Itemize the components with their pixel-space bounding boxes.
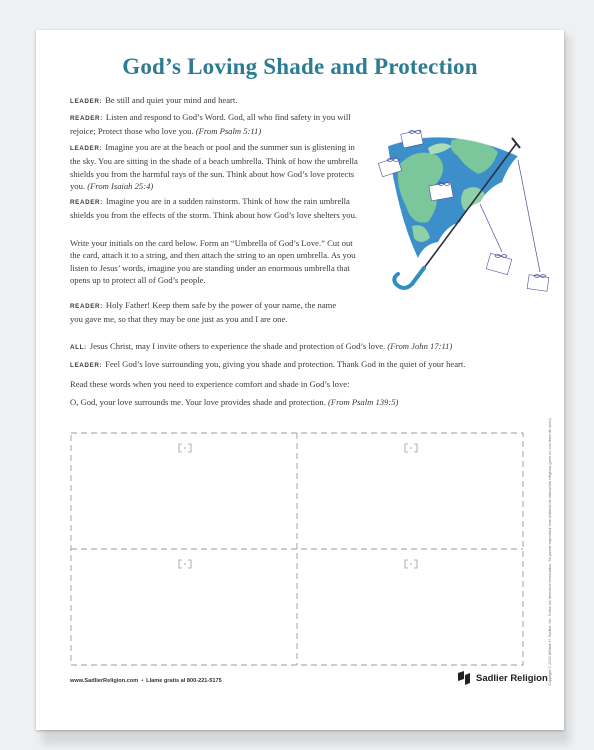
role-label: READER: <box>70 303 103 310</box>
paragraph-text: O, God, your love surrounds me. Your love provides shade and protection. <box>70 397 326 407</box>
umbrella-illustration <box>368 126 552 296</box>
paragraph-leader-1 <box>70 94 350 108</box>
paragraph-text: Listen and respond to God’s Word. God, all who find safety in you will rejoice; Protect those who love you. <box>70 112 351 137</box>
worksheet-page <box>36 30 564 730</box>
paragraph-read-these <box>70 378 540 390</box>
paragraph-leader-3 <box>70 358 540 372</box>
scripture-ref: (From John 17:11) <box>387 341 453 351</box>
paragraph-text: Write your initials on the card below. Form an “Umbrella of God’s Love.” Cut out the card, attach it to a string, and then attach the string to an open umbrella. As you listen to Jesus’ words, imagine you are standing under an enormous umbrella that opens up to protect all of God’s people. <box>70 238 356 286</box>
brand-name: Sadlier Religion <box>476 672 548 684</box>
paragraph-text: Imagine you are at the beach or pool and the summer sun is glistening in the sky. You are sitting in the shade of a beach umbrella. Think of how the umbrella shields you from the harmful rays of the sun. Think about how God’s love protects you. <box>70 142 358 192</box>
paragraph-reader-1 <box>70 111 364 138</box>
footer-separator: • <box>141 678 144 684</box>
paragraph-all <box>70 340 540 354</box>
paragraph-text: Jesus Christ, may I invite others to experience the shade and protection of God’s love. <box>89 341 386 351</box>
sadlier-logo <box>456 670 548 686</box>
role-label: LEADER: <box>70 362 103 369</box>
role-label: LEADER: <box>70 145 103 152</box>
paragraph-text: Holy Father! Keep them safe by the power of your name, the name you gave me, so that they may be one just as you and I are one. <box>70 300 337 325</box>
paragraph-leader-2 <box>70 141 362 193</box>
cutout-card-grid <box>70 432 524 666</box>
paragraph-text: Imagine you are in a sudden rainstorm. Think of how the rain umbrella shields you from the effects of the storm. Think about how God’s love shelters you. <box>70 196 358 221</box>
scripture-ref: (From Isaiah 25:4) <box>87 181 154 192</box>
scripture-ref: (From Psalm 139:5) <box>328 397 399 407</box>
footer-website: www.SadlierReligion.com <box>70 678 139 684</box>
role-label: READER: <box>70 115 103 122</box>
paragraph-text: Be still and quiet your mind and heart. <box>105 95 238 105</box>
scripture-ref: (From Psalm 5:11) <box>195 126 262 137</box>
copyright-notice: Copyright © 2016 William H. Sadlier, Inc. Todos los derechos reservados. Se puede reproducir este material de educación religiosa (pero no con fines de lucro). <box>548 417 552 686</box>
paragraph-text: Read these words when you need to experience comfort and shade in God’s love: <box>70 379 350 389</box>
footer-phone: Llame gratis al 800-221-5175 <box>146 678 222 684</box>
role-label: READER: <box>70 199 103 206</box>
cutout-cards <box>70 432 524 666</box>
page-title: God’s Loving Shade and Protection <box>122 54 478 79</box>
role-label: LEADER: <box>70 98 103 105</box>
paragraph-text: Feel God’s love surrounding you, giving you shade and protection. Thank God in the quiet of your heart. <box>105 359 466 369</box>
role-label: ALL: <box>70 344 87 351</box>
paragraph-reader-2 <box>70 195 362 222</box>
paragraph-instructions <box>70 237 360 287</box>
paragraph-reader-3 <box>70 299 340 326</box>
sadlier-mark-icon <box>456 670 472 686</box>
paragraph-prayer <box>70 396 540 408</box>
footer-contact <box>70 678 222 684</box>
